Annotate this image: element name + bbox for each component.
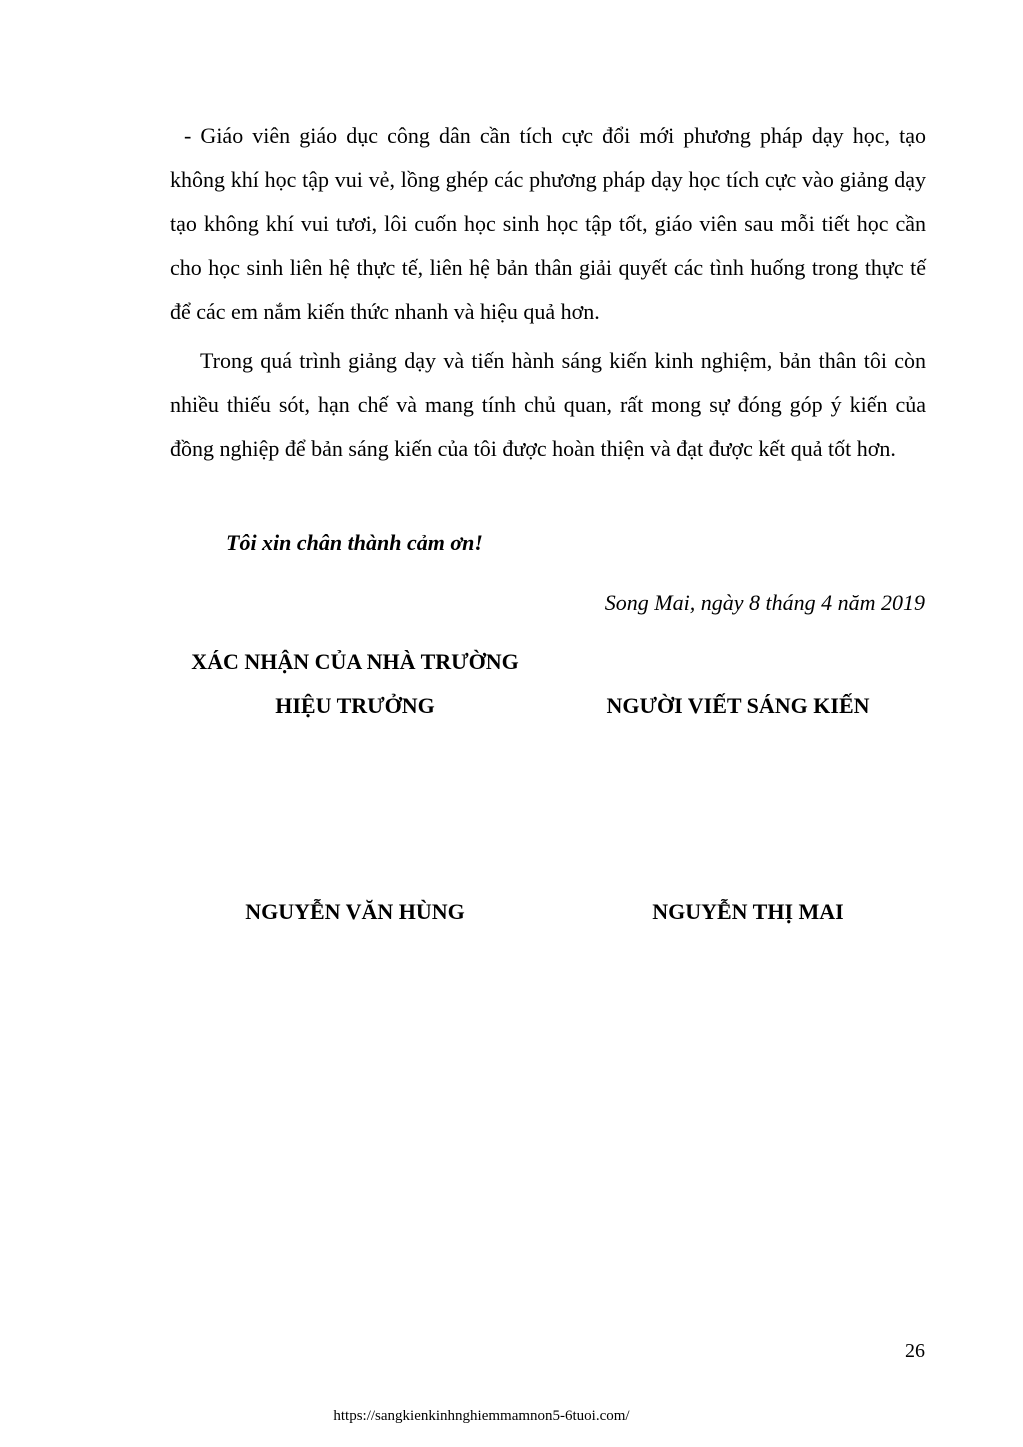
principal-name: NGUYỄN VĂN HÙNG [245,899,465,924]
author-name: NGUYỄN THỊ MAI [652,899,844,924]
principal-title: HIỆU TRƯỞNG [275,693,435,718]
thanks-line: Tôi xin chân thành cảm ơn! [226,530,483,555]
school-confirmation-title: XÁC NHẬN CỦA NHÀ TRƯỜNG [191,649,519,674]
page-number: 26 [905,1340,925,1362]
body-paragraph-1 [170,114,926,334]
school-confirmation-block [170,640,540,728]
body-paragraph-2 [170,339,926,471]
date-line: Song Mai, ngày 8 tháng 4 năm 2019 [604,590,925,615]
footer-url [0,1408,1023,1425]
footer-url-text[interactable]: https://sangkienkinhnghiemmamnon5-6tuoi.com/ [333,1408,630,1424]
author-title: NGƯỜI VIẾT SÁNG KIẾN [606,693,870,718]
body-paragraph-1-text: - Giáo viên giáo dục công dân cần tích cực đổi mới phương pháp dạy học, tạo không khí học tập vui vẻ, lồng ghép các phương pháp dạy học tích cực vào giảng dạy tạo không khí vui tươi, lôi cuốn học sinh học tập tốt, giáo viên sau mỗi tiết học cần cho học sinh liên hệ thực tế, liên hệ bản thân giải quyết các tình huống trong thực tế để các em nắm kiến thức nhanh và hiệu quả hơn. [170,123,926,324]
body-paragraph-2-text: Trong quá trình giảng dạy và tiến hành sáng kiến kinh nghiệm, bản thân tôi còn nhiều thiếu sót, hạn chế và mang tính chủ quan, rất mong sự đóng góp ý kiến của đồng nghiệp để bản sáng kiến của tôi được hoàn thiện và đạt được kết quả tốt hơn. [170,348,926,461]
